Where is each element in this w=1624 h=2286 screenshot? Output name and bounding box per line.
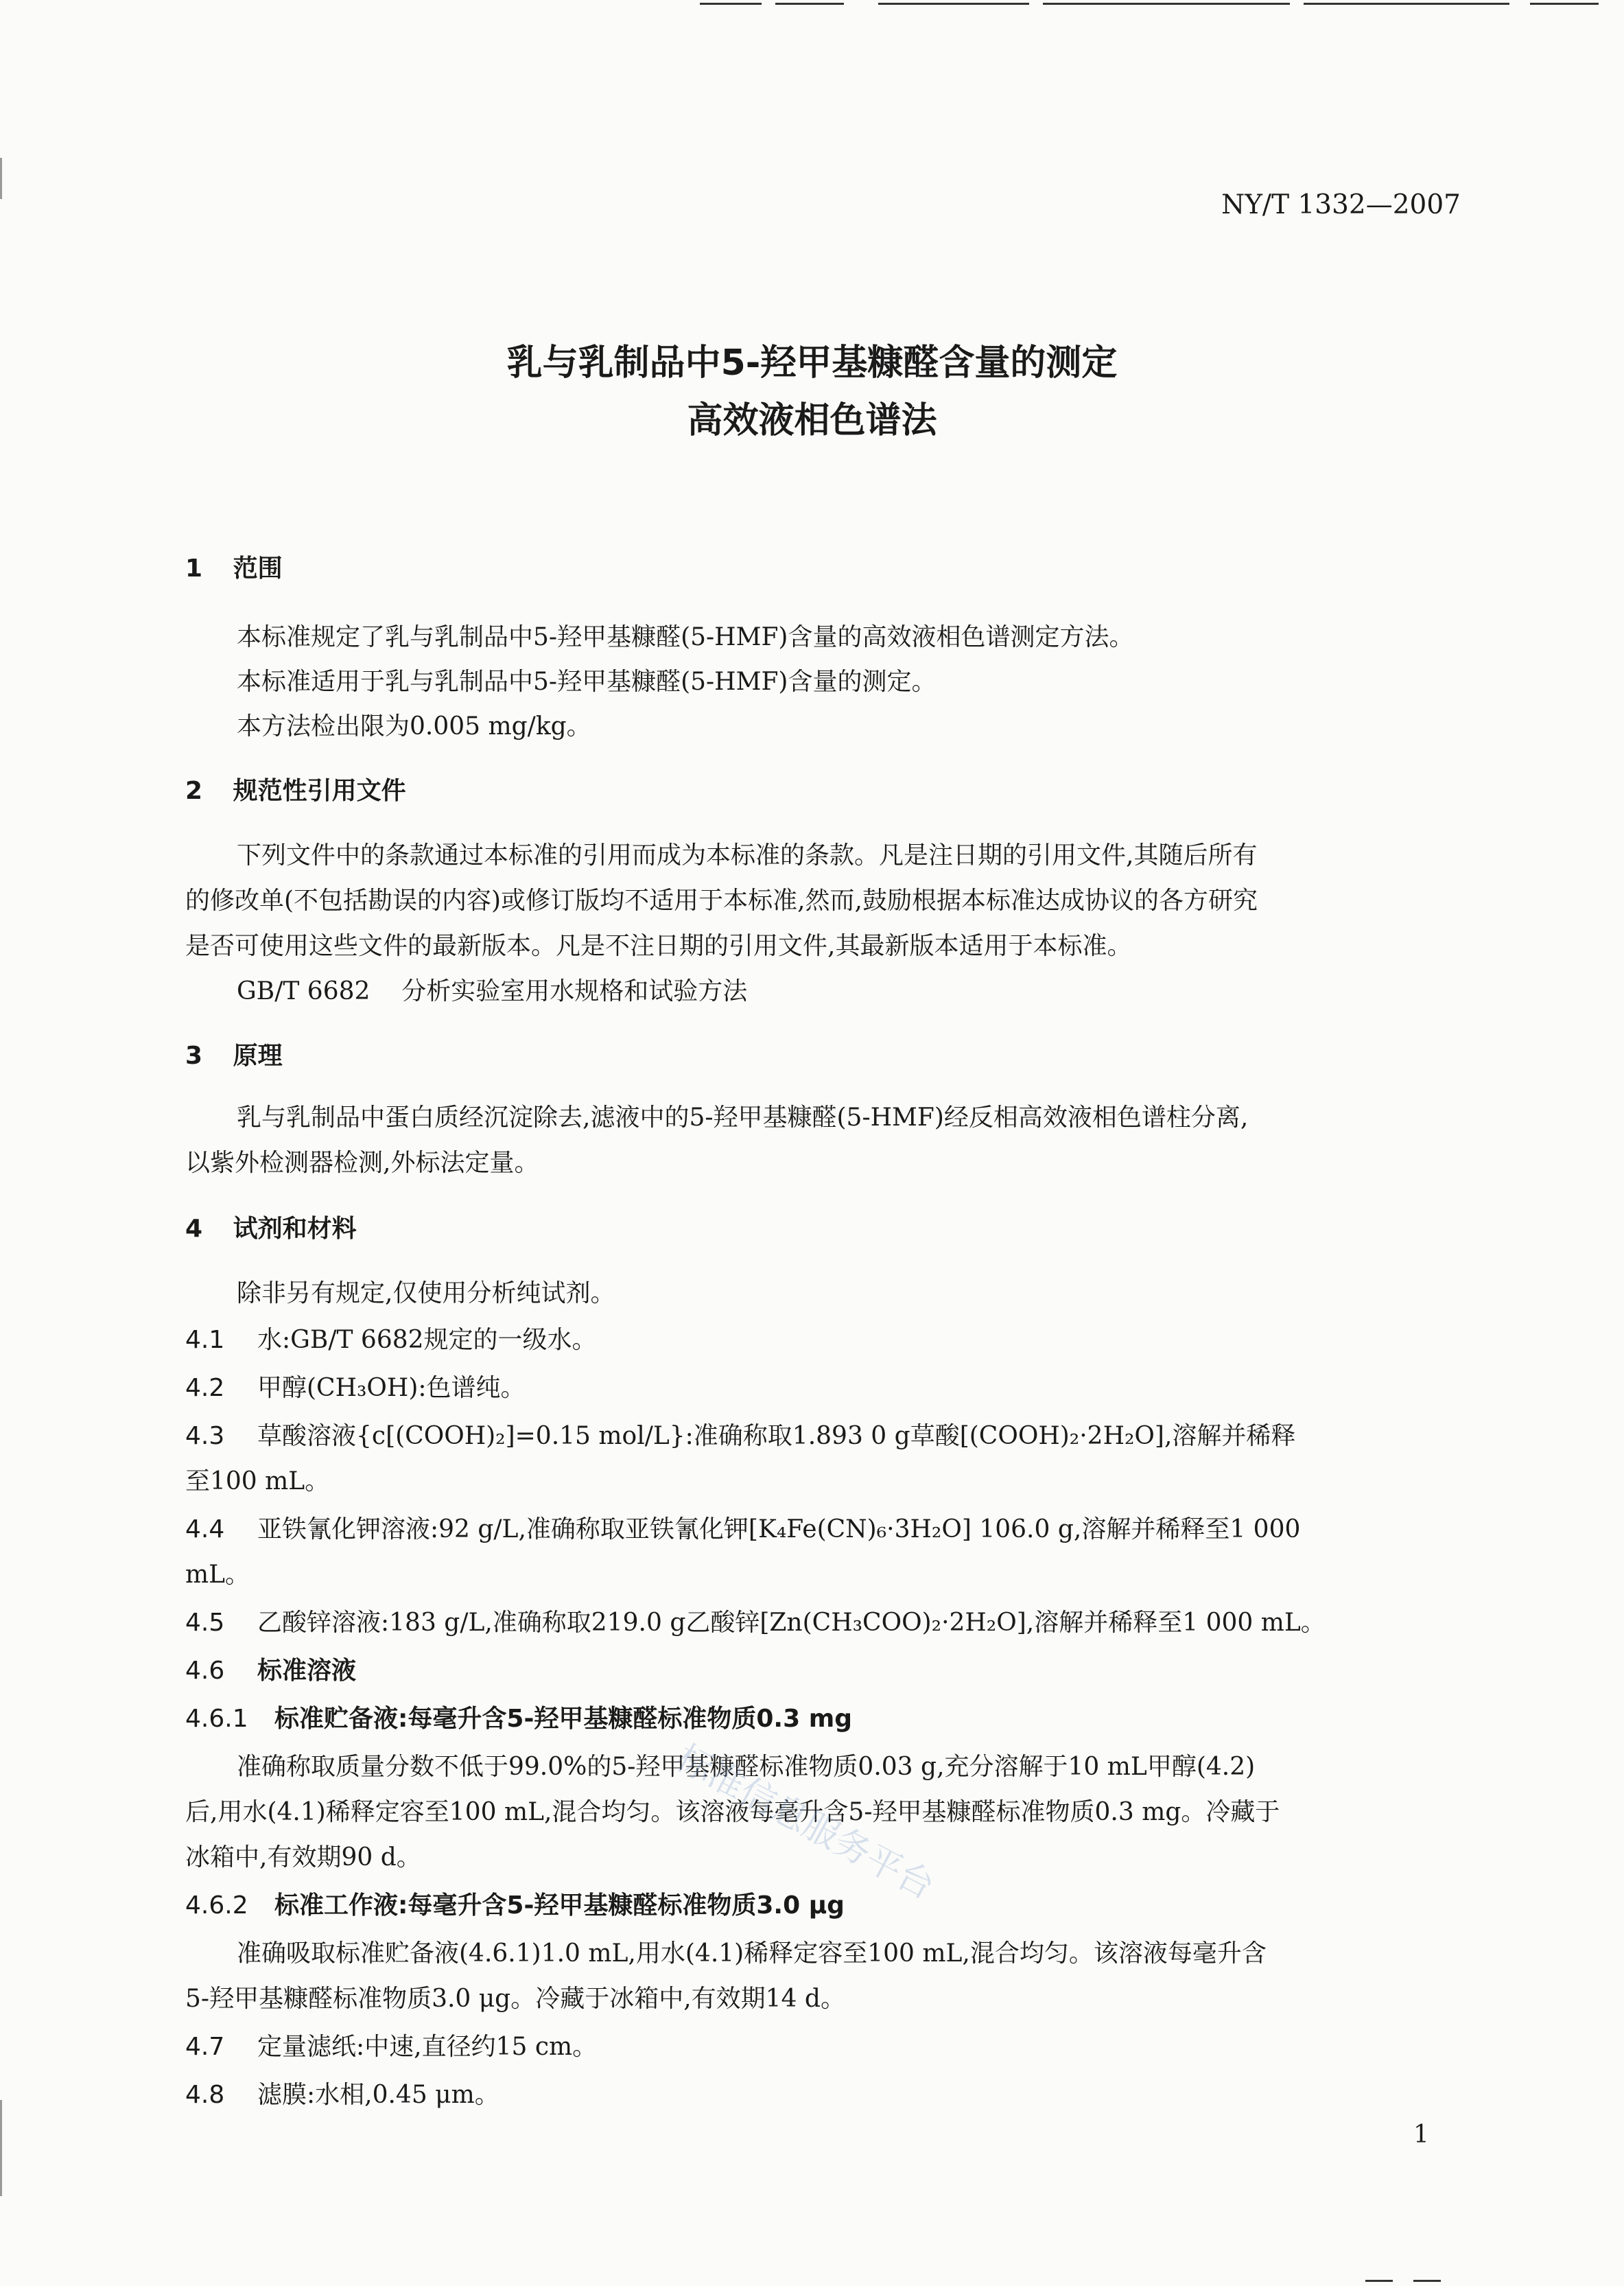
clause-text: 甲醇(CH₃OH):色谱纯。	[257, 1374, 526, 1402]
paragraph: 下列文件中的条款通过本标准的引用而成为本标准的条款。凡是注日期的引用文件,其随后所有	[237, 841, 1258, 870]
clause-number: 4.5	[185, 1609, 225, 1637]
top-rule	[878, 3, 1029, 5]
clause-text: 亚铁氰化钾溶液:92 g/L,准确称取亚铁氰化钾[K₄Fe(CN)₆·3H₂O] 106.0 g,溶解并稀释至1 000	[257, 1515, 1301, 1543]
clause-4-5	[185, 1603, 1326, 1638]
paragraph: 准确称取质量分数不低于99.0%的5-羟甲基糠醛标准物质0.03 g,充分溶解于10 mL甲醇(4.2)	[237, 1753, 1256, 1781]
paragraph: 除非另有规定,仅使用分析纯试剂。	[237, 1279, 615, 1307]
normative-reference: GB/T 6682 分析实验室用水规格和试验方法	[237, 977, 748, 1005]
section-number: 3	[185, 1042, 203, 1070]
top-rule	[1043, 3, 1290, 5]
section-number: 1	[185, 555, 203, 583]
section-heading-3	[185, 1036, 283, 1071]
clause-number: 4.2	[185, 1374, 225, 1402]
page-number: 1	[1413, 2121, 1429, 2149]
clause-text: 水:GB/T 6682规定的一级水。	[257, 1326, 597, 1354]
clause-number: 4.6	[185, 1657, 225, 1685]
clause-4-3	[185, 1416, 1295, 1451]
paragraph: 的修改单(不包括勘误的内容)或修订版均不适用于本标准,然而,鼓励根据本标准达成协议的各方研究	[185, 887, 1258, 915]
clause-4-2	[185, 1368, 526, 1403]
clause-number: 4.6.2	[185, 1891, 248, 1920]
left-edge-mark	[0, 158, 2, 199]
paragraph: 冰箱中,有效期90 d。	[185, 1843, 421, 1871]
section-title: 规范性引用文件	[233, 777, 406, 805]
paragraph: 乳与乳制品中蛋白质经沉淀除去,滤液中的5-羟甲基糠醛(5-HMF)经反相高效液相色谱柱分离,	[237, 1104, 1249, 1132]
clause-number: 4.8	[185, 2081, 225, 2109]
clause-4-1	[185, 1320, 597, 1355]
clause-4-4	[185, 1510, 1300, 1545]
clause-text: 草酸溶液{c[(COOH)₂]=0.15 mol/L}:准确称取1.893 0 g草酸[(COOH)₂·2H₂O],溶解并稀释	[257, 1422, 1296, 1450]
section-heading-1	[185, 549, 283, 584]
clause-4-8	[185, 2075, 499, 2110]
left-edge-mark	[0, 2100, 2, 2196]
section-number: 2	[185, 777, 203, 805]
clause-title: 标准工作液:每毫升含5-羟甲基糠醛标准物质3.0 μg	[274, 1891, 845, 1920]
section-title: 试剂和材料	[233, 1215, 357, 1243]
section-heading-4	[185, 1209, 357, 1244]
clause-4-7	[185, 2027, 597, 2062]
paragraph: 准确吸取标准贮备液(4.6.1)1.0 mL,用水(4.1)稀释定容至100 mL,混合均匀。该溶液每毫升含	[237, 1939, 1267, 1968]
paragraph: 5-羟甲基糠醛标准物质3.0 μg。冷藏于冰箱中,有效期14 d。	[185, 1985, 845, 2013]
paragraph: 本方法检出限为0.005 mg/kg。	[237, 712, 591, 740]
clause-4-6	[185, 1651, 356, 1686]
clause-number: 4.6.1	[185, 1705, 248, 1733]
watermark: 标准信息服务平台	[669, 1737, 941, 1908]
clause-title: 标准溶液	[257, 1657, 357, 1685]
section-title: 原理	[233, 1042, 283, 1070]
clause-continuation: mL。	[185, 1561, 250, 1589]
paragraph: 以紫外检测器检测,外标法定量。	[185, 1149, 539, 1177]
top-rule	[1304, 3, 1509, 5]
document-title-line1: 乳与乳制品中5-羟甲基糠醛含量的测定	[506, 342, 1118, 384]
document-title-line2: 高效液相色谱法	[687, 400, 937, 441]
clause-text: 定量滤纸:中速,直径约15 cm。	[257, 2033, 598, 2061]
clause-title: 标准贮备液:每毫升含5-羟甲基糠醛标准物质0.3 mg	[274, 1705, 852, 1733]
top-rule	[700, 3, 762, 5]
top-rule	[775, 3, 844, 5]
paragraph: 后,用水(4.1)稀释定容至100 mL,混合均匀。该溶液每毫升含5-羟甲基糠醛标准物质0.3 mg。冷藏于	[185, 1798, 1280, 1826]
top-rule	[1530, 3, 1599, 5]
clause-number: 4.3	[185, 1422, 225, 1450]
standard-number: NY/T 1332—2007	[1221, 189, 1461, 220]
clause-4-6-2	[185, 1886, 845, 1921]
clause-4-6-1	[185, 1699, 852, 1734]
paragraph: 本标准适用于乳与乳制品中5-羟甲基糠醛(5-HMF)含量的测定。	[237, 668, 937, 696]
section-title: 范围	[233, 555, 283, 583]
section-number: 4	[185, 1215, 203, 1243]
clause-number: 4.4	[185, 1515, 225, 1543]
clause-text: 滤膜:水相,0.45 μm。	[257, 2081, 499, 2109]
clause-number: 4.7	[185, 2033, 225, 2061]
paragraph: 本标准规定了乳与乳制品中5-羟甲基糠醛(5-HMF)含量的高效液相色谱测定方法。	[237, 623, 1134, 651]
bottom-rule	[1413, 2280, 1441, 2282]
bottom-rule	[1365, 2280, 1393, 2282]
clause-continuation: 至100 mL。	[185, 1467, 330, 1495]
paragraph: 是否可使用这些文件的最新版本。凡是不注日期的引用文件,其最新版本适用于本标准。	[185, 932, 1132, 960]
section-heading-2	[185, 771, 406, 806]
clause-text: 乙酸锌溶液:183 g/L,准确称取219.0 g乙酸锌[Zn(CH₃COO)₂·2H₂O],溶解并稀释至1 000 mL。	[257, 1609, 1326, 1637]
clause-number: 4.1	[185, 1326, 225, 1354]
